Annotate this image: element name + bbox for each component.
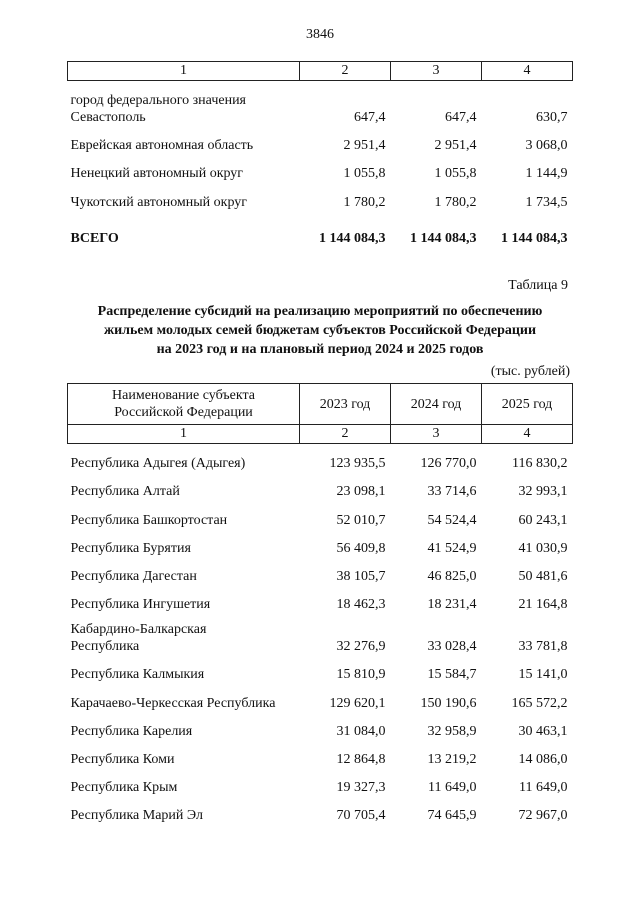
value-2024: 11 649,0 <box>428 780 477 796</box>
value-2023: 15 810,9 <box>336 667 386 683</box>
region-name: Республика Алтай <box>70 484 180 500</box>
title-line: жильем молодых семей бюджетам субъектов Российской Федерации <box>103 323 537 338</box>
units-note: (тыс. рублей) <box>490 364 570 379</box>
value-2023: 52 010,7 <box>336 512 386 528</box>
header-2023: 2023 год <box>300 384 391 425</box>
header-region <box>68 384 300 425</box>
value-2024: 18 231,4 <box>427 597 477 613</box>
value-2025: 33 781,8 <box>518 639 568 655</box>
value-2025: 14 086,0 <box>518 751 568 767</box>
region-name: Еврейская автономная область <box>70 138 254 154</box>
title-line: Распределение субсидий на реализацию мероприятий по обеспечению <box>97 304 543 319</box>
region-name-line: город федерального значения <box>70 93 246 108</box>
column-number-row <box>68 62 573 81</box>
column-number: 4 <box>482 425 573 444</box>
subsidy-rows <box>68 444 573 825</box>
table-row <box>68 740 573 768</box>
region-name: Республика Коми <box>70 751 175 767</box>
total-2023: 1 144 084,3 <box>319 230 386 246</box>
value-2023: 18 462,3 <box>336 597 386 613</box>
value-2025: 30 463,1 <box>518 723 568 739</box>
column-number: 2 <box>300 425 391 444</box>
table-row <box>68 500 573 528</box>
value-2025: 15 141,0 <box>518 667 568 683</box>
header-2024: 2024 год <box>391 384 482 425</box>
value-2024: 647,4 <box>445 110 477 125</box>
value-2023: 2 951,4 <box>343 138 386 154</box>
column-number: 3 <box>391 425 482 444</box>
value-2024: 13 219,2 <box>427 751 477 767</box>
value-2024: 54 524,4 <box>427 512 477 528</box>
region-name <box>68 81 300 127</box>
header-line: Наименование субъекта <box>112 388 255 403</box>
value-2024: 15 584,7 <box>427 667 477 683</box>
region-name: Ненецкий автономный округ <box>70 166 244 182</box>
value-2023: 23 098,1 <box>336 484 386 500</box>
value-2025: 165 572,2 <box>511 695 568 711</box>
region-name: Республика Марий Эл <box>70 808 203 824</box>
value-2025: 1 144,9 <box>525 166 568 182</box>
value-2024: 1 055,8 <box>434 166 477 182</box>
value-2025: 11 649,0 <box>519 780 568 796</box>
table-row <box>68 182 573 210</box>
total-2024: 1 144 084,3 <box>410 230 477 246</box>
table-row <box>68 126 573 154</box>
table-row <box>68 529 573 557</box>
table-row <box>68 712 573 740</box>
table-row <box>68 81 573 127</box>
value-2025: 116 830,2 <box>512 456 568 472</box>
column-number: 4 <box>482 62 573 81</box>
region-name: Республика Ингушетия <box>70 597 211 613</box>
table-row <box>68 585 573 613</box>
continued-table <box>67 61 573 247</box>
value-2023: 56 409,8 <box>336 540 386 556</box>
region-name: Республика Дагестан <box>70 568 197 584</box>
table-row <box>68 557 573 585</box>
total-label: ВСЕГО <box>70 230 119 246</box>
table-row <box>68 613 573 655</box>
column-number: 1 <box>68 62 300 81</box>
value-2025: 41 030,9 <box>518 540 568 556</box>
value-2025: 1 734,5 <box>525 194 568 210</box>
value-2025: 50 481,6 <box>518 568 568 584</box>
region-name: Республика Крым <box>70 780 178 796</box>
column-number-row <box>68 425 573 444</box>
value-2024: 32 958,9 <box>427 723 477 739</box>
value-2024: 46 825,0 <box>427 568 477 584</box>
value-2025: 630,7 <box>536 110 568 125</box>
value-2023: 1 780,2 <box>343 194 386 210</box>
value-2023: 19 327,3 <box>336 780 386 796</box>
value-2025: 72 967,0 <box>518 808 568 824</box>
column-number: 3 <box>391 62 482 81</box>
value-2024: 74 645,9 <box>427 808 477 824</box>
value-2024: 41 524,9 <box>427 540 477 556</box>
column-number: 2 <box>300 62 391 81</box>
value-2024: 1 780,2 <box>434 194 477 210</box>
table-title <box>40 302 600 359</box>
region-name-line: Кабардино-Балкарская <box>70 622 207 638</box>
region-name: Республика Бурятия <box>70 540 191 556</box>
table-row <box>68 796 573 824</box>
value-2023: 38 105,7 <box>336 568 386 584</box>
value-2024: 33 714,6 <box>427 484 477 500</box>
region-name: Чукотский автономный округ <box>70 194 248 210</box>
value-2025: 21 164,8 <box>518 597 568 613</box>
region-name: Республика Карелия <box>70 723 193 739</box>
value-2023: 647,4 <box>354 110 386 125</box>
value-2023: 31 084,0 <box>336 723 386 739</box>
value-2024: 150 190,6 <box>420 695 477 711</box>
table-row <box>68 472 573 500</box>
value-2024: 126 770,0 <box>420 456 477 472</box>
value-2025: 3 068,0 <box>525 138 568 154</box>
value-2023: 129 620,1 <box>329 695 386 711</box>
table-row <box>68 444 573 473</box>
value-2023: 70 705,4 <box>336 808 386 824</box>
table-row <box>68 768 573 796</box>
value-2023: 12 864,8 <box>336 751 386 767</box>
table-row <box>68 154 573 182</box>
value-2023: 123 935,5 <box>329 456 386 472</box>
value-2025: 60 243,1 <box>518 512 568 528</box>
table-row <box>68 655 573 683</box>
region-name <box>68 613 300 655</box>
page-number: 3846 <box>306 27 334 42</box>
total-2025: 1 144 084,3 <box>501 230 568 246</box>
region-name: Республика Адыгея (Адыгея) <box>70 456 246 472</box>
header-line: Российской Федерации <box>114 405 253 420</box>
region-name: Республика Башкортостан <box>70 512 228 528</box>
value-2023: 1 055,8 <box>343 166 386 182</box>
region-name: Карачаево-Черкесская Республика <box>70 695 276 711</box>
title-line: на 2023 год и на плановый период 2024 и 2025 годов <box>156 342 484 357</box>
header-row <box>68 384 573 425</box>
value-2024: 2 951,4 <box>434 138 477 154</box>
value-2025: 32 993,1 <box>518 484 568 500</box>
column-number: 1 <box>68 425 300 444</box>
subsidy-table <box>67 383 573 824</box>
region-name: Республика Калмыкия <box>70 667 205 683</box>
table-label: Таблица 9 <box>508 278 568 293</box>
table-row <box>68 683 573 711</box>
value-2023: 32 276,9 <box>336 639 386 655</box>
value-2024: 33 028,4 <box>427 639 477 655</box>
total-row <box>68 211 573 247</box>
region-name-line: Республика <box>70 639 140 655</box>
region-name-line: Севастополь <box>70 110 146 125</box>
header-2025: 2025 год <box>482 384 573 425</box>
